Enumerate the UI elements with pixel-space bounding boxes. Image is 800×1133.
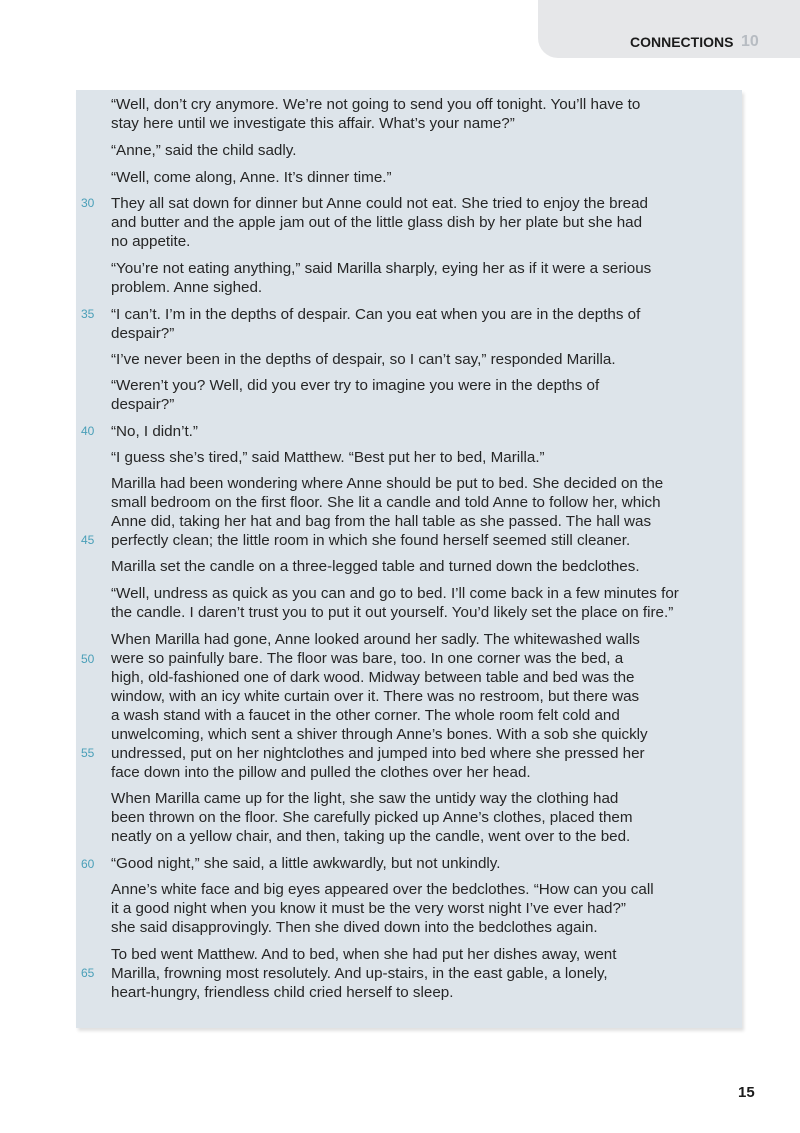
paragraph: “Anne,” said the child sadly.: [111, 142, 297, 159]
paragraph: “I can’t. I’m in the depths of despair. Can you eat when you are in the depths of despair?”: [111, 306, 641, 342]
paragraph: Anne’s white face and big eyes appeared over the bedclothes. “How can you call it a good night when you know it must be the very worst night I’ve ever had?” she said disapprovingly. Then she dived down into the bedclothes again.: [111, 881, 654, 936]
line-number-50: 50: [81, 652, 95, 666]
section-label: CONNECTIONS: [630, 34, 734, 50]
paragraph: When Marilla came up for the light, she saw the untidy way the clothing had been thrown on the floor. She carefully picked up Anne’s clothes, placed them neatly on a yellow chair, and then, taking up the candle, went over to the bed.: [111, 790, 633, 845]
paragraph: “Well, undress as quick as you can and go to bed. I’ll come back in a few minutes for the candle. I daren’t trust you to put it out yourself. You’d likely set the place on fire.”: [111, 585, 679, 621]
paragraph: They all sat down for dinner but Anne could not eat. She tried to enjoy the bread and butter and the apple jam out of the little glass dish by her plate but she had no appetite.: [111, 195, 648, 250]
line-number-45: 45: [81, 533, 95, 547]
paragraph: “Weren’t you? Well, did you ever try to imagine you were in the depths of despair?”: [111, 377, 600, 413]
line-number-60: 60: [81, 857, 95, 871]
paragraph: When Marilla had gone, Anne looked around her sadly. The whitewashed walls were so painfully bare. The floor was bare, too. In one corner was the bed, a high, old-fashioned one of dark wood. Midway between table and bed was the window, with an icy white curtain over it. There was no restroom, but there was a wash stand with a faucet in the other corner. The whole room felt cold and unwelcoming, which sent a shiver through Anne’s bones. With a sob she quickly undressed, put on her nightclothes and jumped into bed where she pressed her face down into the pillow and pulled the clothes over her head.: [111, 631, 648, 781]
paragraph: Marilla set the candle on a three-legged table and turned down the bedclothes.: [111, 558, 640, 575]
paragraph: “You’re not eating anything,” said Marilla sharply, eying her as if it were a serious problem. Anne sighed.: [111, 260, 652, 296]
page-number: 15: [738, 1084, 755, 1101]
paragraph: Marilla had been wondering where Anne should be put to bed. She decided on the small bedroom on the first floor. She lit a candle and told Anne to follow her, which Anne did, taking her hat and bag from the hall table as she passed. The hall was perfectly clean; the little room in which she found herself seemed still cleaner.: [111, 475, 664, 549]
line-number-40: 40: [81, 424, 95, 438]
paragraph: “No, I didn’t.”: [111, 423, 198, 440]
line-number-30: 30: [81, 196, 95, 210]
unit-number: 10: [741, 33, 759, 50]
paragraph: “I’ve never been in the depths of despair, so I can’t say,” responded Marilla.: [111, 351, 616, 368]
line-number-65: 65: [81, 966, 95, 980]
paragraph: “I guess she’s tired,” said Matthew. “Best put her to bed, Marilla.”: [111, 449, 545, 466]
line-number-55: 55: [81, 746, 95, 760]
paragraph: “Well, don’t cry anymore. We’re not going to send you off tonight. You’ll have to stay here until we investigate this affair. What’s your name?”: [111, 96, 641, 132]
paragraph: To bed went Matthew. And to bed, when she had put her dishes away, went Marilla, frowning most resolutely. And up-stairs, in the east gable, a lonely, heart-hungry, friendless child cried herself to sleep.: [111, 946, 617, 1001]
paragraph: “Well, come along, Anne. It’s dinner time.”: [111, 169, 392, 186]
paragraph: “Good night,” she said, a little awkwardly, but not unkindly.: [111, 855, 501, 872]
line-number-35: 35: [81, 307, 95, 321]
